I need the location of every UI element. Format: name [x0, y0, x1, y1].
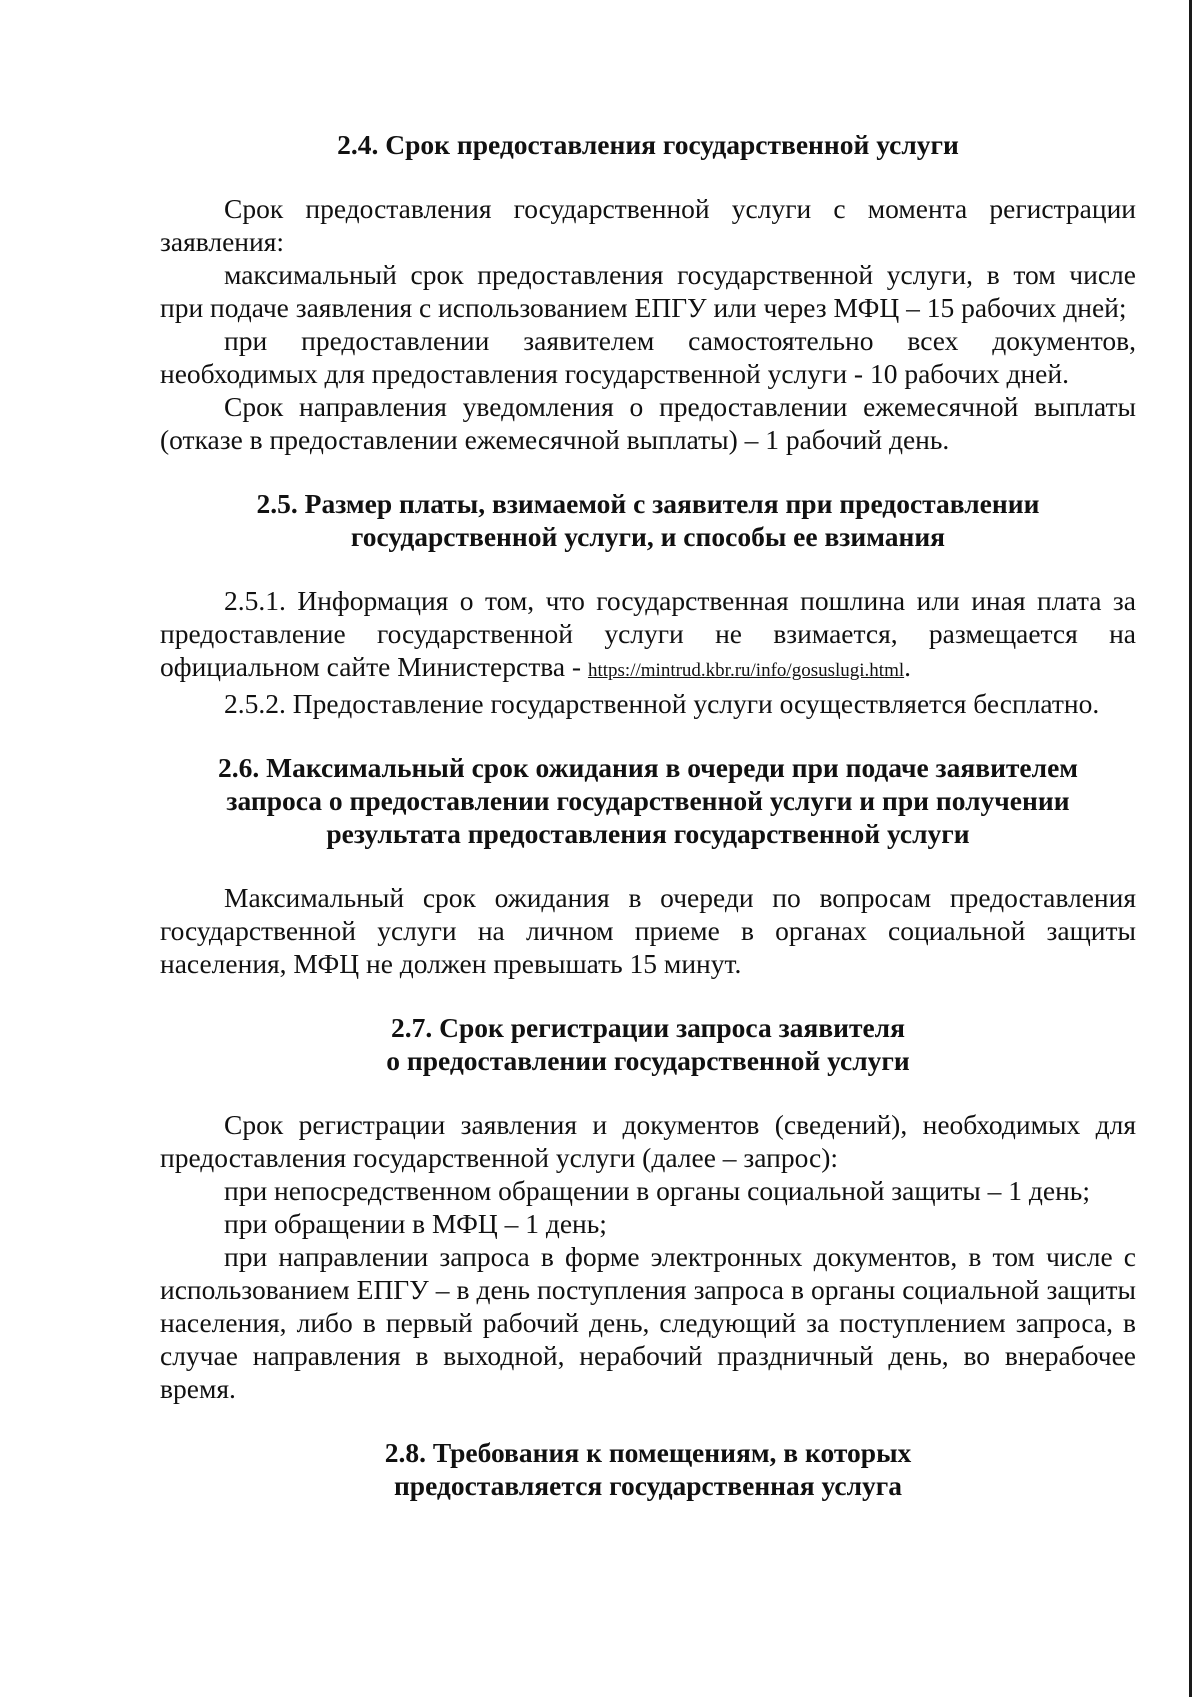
- section-2-7-paragraph-2: при непосредственном обращении в органы социальной защиты – 1 день;: [224, 1175, 1090, 1206]
- ministry-website-link[interactable]: https://mintrud.kbr.ru/info/gosuslugi.html: [587, 660, 905, 681]
- section-2-5-heading: 2.5. Размер платы, взимаемой с заявителя при предоставлении государственной услуги, и способы ее взимания: [256, 488, 1040, 552]
- section-2-7-paragraph-3: при обращении в МФЦ – 1 день;: [224, 1208, 607, 1239]
- section-2-8-heading: 2.8. Требования к помещениям, в которых предоставляется государственная услуга: [384, 1437, 912, 1501]
- section-2-4-paragraph-4: Срок направления уведомления о предоставлении ежемесячной выплаты (отказе в предоставлении ежемесячной выплаты) – 1 рабочий день.: [160, 391, 1136, 455]
- section-2-5-paragraph-2: 2.5.2. Предоставление государственной услуги осуществляется бесплатно.: [224, 688, 1100, 719]
- scan-edge-line: [1189, 0, 1192, 1697]
- section-2-6-heading: 2.6. Максимальный срок ожидания в очереди при подаче заявителем запроса о предоставлении государственной услуги и при получении результата предоставления государственной услуги: [217, 752, 1079, 849]
- section-2-7-heading: 2.7. Срок регистрации запроса заявителя о предоставлении государственной услуги: [386, 1012, 910, 1076]
- section-2-4-paragraph-2: максимальный срок предоставления государственной услуги, в том числе при подаче заявления с использованием ЕПГУ или через МФЦ – 15 рабочих дней;: [160, 259, 1136, 323]
- section-2-4-paragraph-1: Срок предоставления государственной услуги с момента регистрации заявления:: [160, 193, 1136, 257]
- document-body: [160, 128, 1136, 1502]
- section-2-4-heading: 2.4. Срок предоставления государственной услуги: [337, 129, 959, 160]
- section-2-6-paragraph-1: Максимальный срок ожидания в очереди по вопросам предоставления государственной услуги на личном приеме в органах социальной защиты населения, МФЦ не должен превышать 15 минут.: [160, 882, 1136, 979]
- section-2-7-paragraph-4: при направлении запроса в форме электронных документов, в том числе с использованием ЕПГУ – в день поступления запроса в органы социальной защиты населения, либо в первый рабочий день, следующий за поступлением запроса, в случае направления в выходной, нерабочий праздничный день, во внерабочее время.: [160, 1241, 1136, 1404]
- section-2-4-paragraph-3: при предоставлении заявителем самостоятельно всех документов, необходимых для предоставления государственной услуги - 10 рабочих дней.: [160, 325, 1136, 389]
- section-2-7-paragraph-1: Срок регистрации заявления и документов (сведений), необходимых для предоставления государственной услуги (далее – запрос):: [160, 1109, 1136, 1173]
- section-2-5-paragraph-1: 2.5.1. Информация о том, что государственная пошлина или иная плата за предоставление государственной услуги не взимается, размещается на официальном сайте Министерства - https://mintrud.kbr.ru/info/gosuslugi.html.: [160, 585, 1136, 682]
